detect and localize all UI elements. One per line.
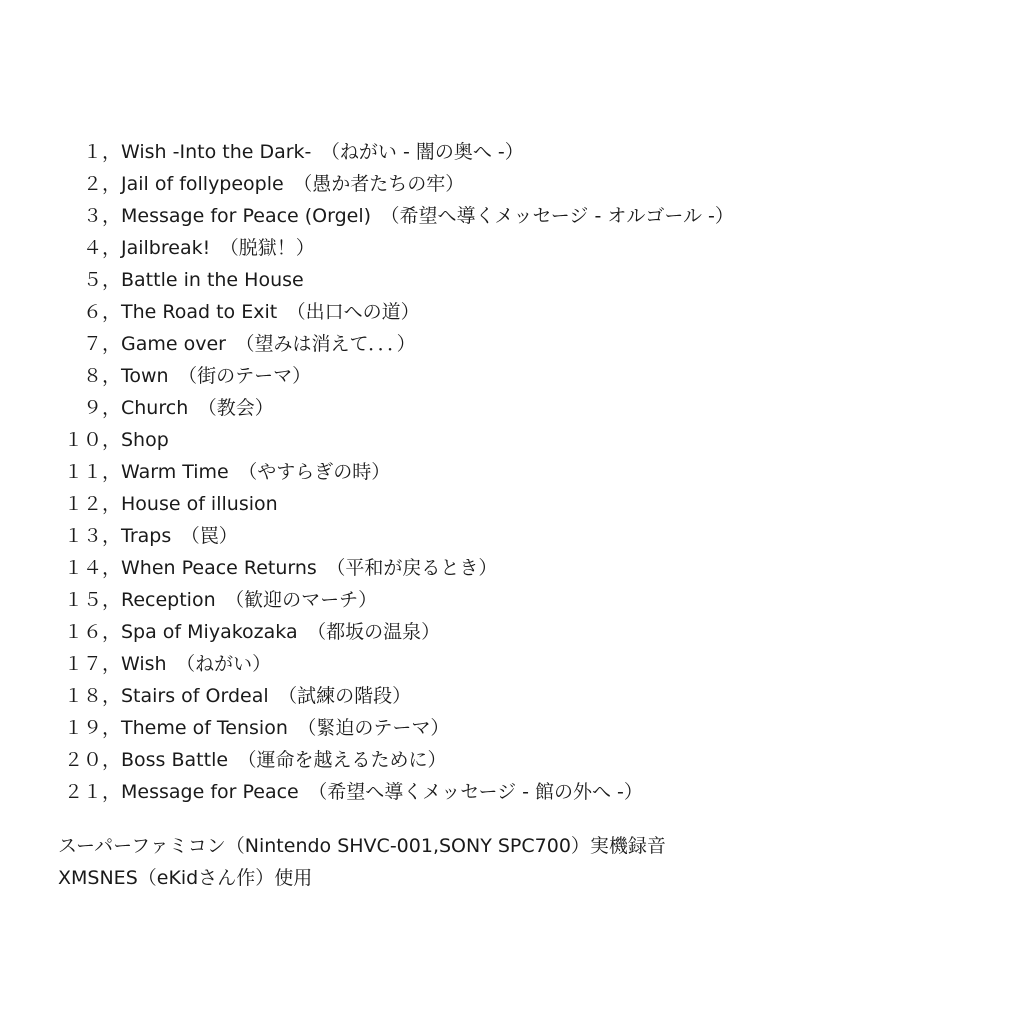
track-item <box>58 744 734 776</box>
track-item <box>58 360 734 392</box>
track-title: Town （街のテーマ） <box>121 365 312 387</box>
track-item <box>58 776 734 808</box>
recording-info: スーパーファミコン（Nintendo SHVC-001,SONY SPC700）実機録音 <box>58 835 666 857</box>
track-title: Game over （望みは消えて．．．） <box>121 333 416 355</box>
track-item <box>58 680 734 712</box>
track-number: １５， <box>63 589 121 611</box>
track-title: House of illusion <box>121 493 278 515</box>
track-title: Jailbreak! （脱獄！） <box>121 237 315 259</box>
track-number: ５， <box>82 269 121 291</box>
track-title: Shop <box>121 429 169 451</box>
track-title: Traps （罠） <box>121 525 238 547</box>
track-number: ７， <box>82 333 121 355</box>
track-item <box>58 456 734 488</box>
track-item <box>58 648 734 680</box>
track-item <box>58 168 734 200</box>
track-item <box>58 552 734 584</box>
track-title: The Road to Exit （出口への道） <box>121 301 420 323</box>
track-item <box>58 584 734 616</box>
track-title: Boss Battle （運命を越えるために） <box>121 749 447 771</box>
track-number: ３， <box>82 205 121 227</box>
track-title: Jail of follypeople （愚か者たちの牢） <box>121 173 465 195</box>
track-number: １０， <box>63 429 121 451</box>
track-item <box>58 200 734 232</box>
track-title: Message for Peace (Orgel) （希望へ導くメッセージ - オルゴール -） <box>121 205 734 227</box>
track-title: When Peace Returns （平和が戻るとき） <box>121 557 498 579</box>
track-number: １９， <box>63 717 121 739</box>
track-item <box>58 616 734 648</box>
track-number: １， <box>82 141 121 163</box>
track-title: Battle in the House <box>121 269 304 291</box>
track-number: ２０， <box>63 749 121 771</box>
tool-info: XMSNES（eKidさん作）使用 <box>58 867 313 889</box>
track-title: Theme of Tension （緊迫のテーマ） <box>121 717 450 739</box>
track-number: １４， <box>63 557 121 579</box>
track-item <box>58 232 734 264</box>
track-item <box>58 392 734 424</box>
track-title: Church （教会） <box>121 397 274 419</box>
track-number: １１， <box>63 461 121 483</box>
track-number: １２， <box>63 493 121 515</box>
track-number: １７， <box>63 653 121 675</box>
track-item <box>58 296 734 328</box>
track-number: ６， <box>82 301 121 323</box>
track-title: Stairs of Ordeal （試練の階段） <box>121 685 412 707</box>
track-item <box>58 520 734 552</box>
track-number: ８， <box>82 365 121 387</box>
track-list <box>58 136 734 808</box>
track-number: １３， <box>63 525 121 547</box>
track-item <box>58 328 734 360</box>
track-title: Wish -Into the Dark- （ねがい - 闇の奥へ -） <box>121 141 524 163</box>
track-number: ４， <box>82 237 121 259</box>
track-title: Wish （ねがい） <box>121 653 272 675</box>
track-title: Message for Peace （希望へ導くメッセージ - 館の外へ -） <box>121 781 643 803</box>
recording-notes <box>58 830 666 894</box>
track-item <box>58 712 734 744</box>
track-item <box>58 264 734 296</box>
track-item <box>58 136 734 168</box>
track-title: Warm Time （やすらぎの時） <box>121 461 391 483</box>
track-title: Spa of Miyakozaka （都坂の温泉） <box>121 621 441 643</box>
track-number: ９， <box>82 397 121 419</box>
track-number: １６， <box>63 621 121 643</box>
track-title: Reception （歓迎のマーチ） <box>121 589 378 611</box>
track-item <box>58 488 734 520</box>
track-number: ２１， <box>63 781 121 803</box>
track-number: ２， <box>82 173 121 195</box>
track-number: １８， <box>63 685 121 707</box>
track-item <box>58 424 734 456</box>
